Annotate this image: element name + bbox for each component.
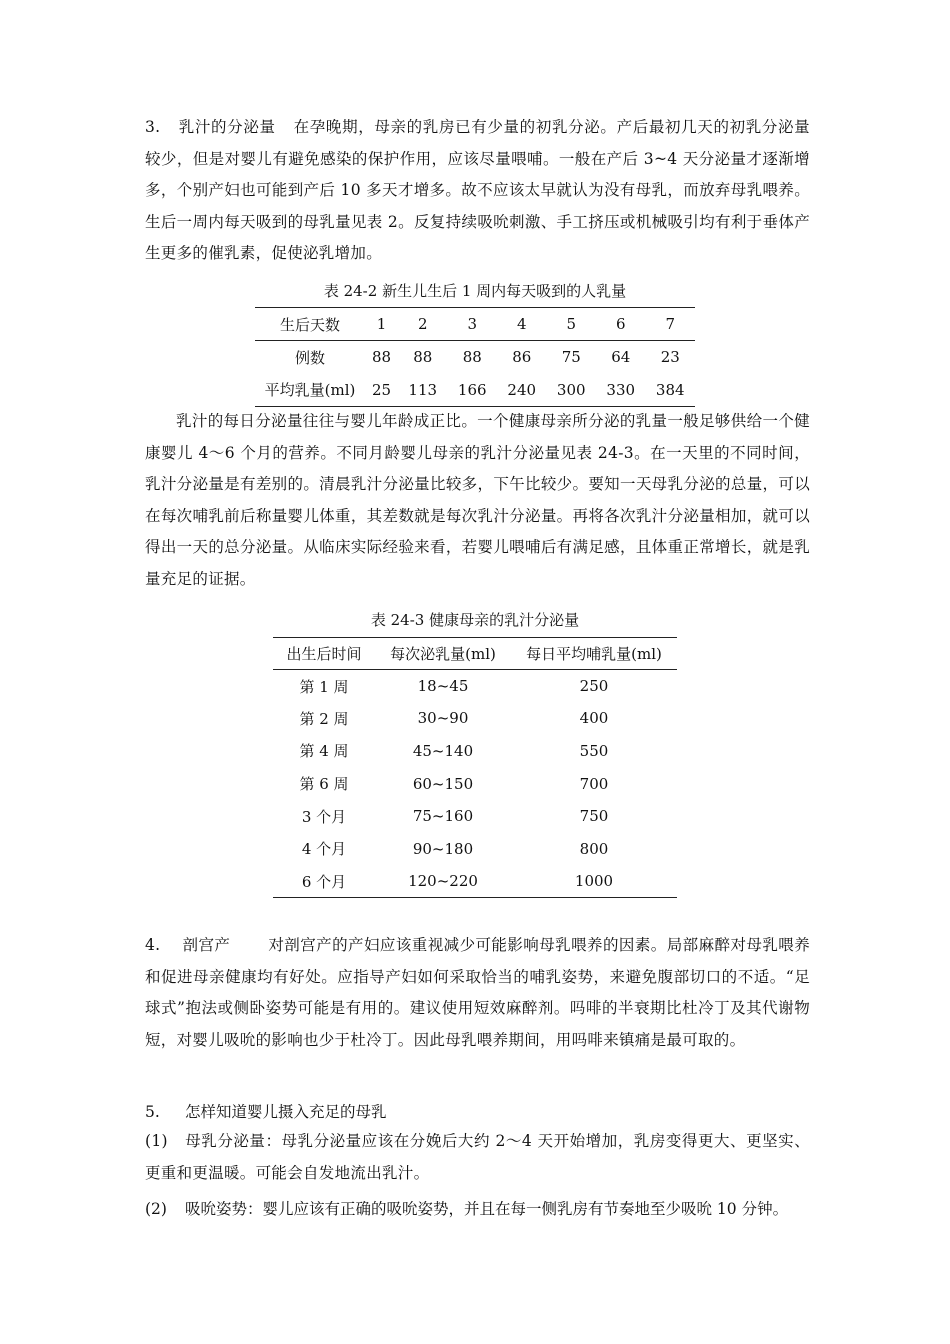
table-cell: 3 个月	[301, 807, 347, 826]
table-2-header-cell: 4	[516, 315, 527, 333]
table-cell: 330	[606, 380, 636, 399]
table-cell: 88	[413, 348, 433, 367]
section-3-text: 在孕晚期，母亲的乳房已有少量的初乳分泌。产后最初几天的初乳分泌量较少，但是对婴儿有避免感染的保护作用，应该尽量喂哺。一般在产后 3~4 天分泌量才逐渐增多，个别产妇也可能到产后 10 多天才增多。故不应该太早就认为没有母乳，而放弃母乳喂养。生后一周内每天吸到的母乳量见表 2。反复持续吸吮刺激、手工挤压或机械吸引均有利于垂体产生更多的催乳素，促使泌乳增加。	[145, 118, 810, 262]
section-5-item-1-number: (1)	[145, 1132, 168, 1150]
table-cell: 第 2 周	[299, 709, 349, 728]
table-2-caption: 表 24-2 新生儿生后 1 周内每天吸到的人乳量	[323, 282, 627, 300]
table-cell: 4 个月	[301, 840, 347, 859]
section-5-number: 5.	[145, 1103, 160, 1121]
table-cell: 88	[371, 348, 392, 367]
table-cell: 384	[655, 380, 685, 399]
table-cell: 第 4 周	[299, 742, 349, 761]
table-cell: 25	[371, 380, 392, 399]
table-2-header-cell: 7	[665, 315, 676, 333]
table-2-header-cell: 生后天数	[279, 315, 340, 334]
table-row	[273, 767, 677, 800]
table-cell: 120~220	[408, 872, 478, 891]
table-row	[255, 374, 695, 407]
table-row	[273, 865, 677, 898]
table-row	[273, 735, 677, 768]
table-cell: 550	[579, 741, 609, 760]
table-3-header-cell: 每次泌乳量(ml)	[390, 645, 496, 663]
table-2-header-cell: 1	[376, 315, 387, 333]
table-cell: 75~160	[412, 807, 474, 826]
section-4-text: 对剖宫产的产妇应该重视减少可能影响母乳喂养的因素。局部麻醉对母乳喂养和促进母亲健康均有好处。应指导产妇如何采取恰当的哺乳姿势，来避免腹部切口的不适。“足球式”抱法或侧卧姿势可能是有用的。建议使用短效麻醉剂。吗啡的半衰期比杜冷丁及其代谢物短，对婴儿吸吮的影响也少于杜冷丁。因此母乳喂养期间，用吗啡来镇痛是最可取的。	[145, 936, 811, 1049]
table-cell: 400	[579, 709, 609, 728]
section-4-heading: 剖宫产	[182, 936, 231, 954]
table-cell: 166	[457, 380, 487, 399]
table-3-header-cell: 出生后时间	[286, 645, 362, 663]
section-5-item-2	[145, 1197, 817, 1219]
table-cell: 例数	[294, 348, 325, 367]
middle-paragraph: 乳汁的每日分泌量往往与婴儿年龄成正比。一个健康母亲所分泌的乳量一般足够供给一个健康婴儿 4～6 个月的营养。不同月龄婴儿母亲的乳汁分泌量见表 24-3。在一天里的不同时间，乳汁分泌量是有差别的。清晨乳汁分泌量比较多，下午比较少。要知一天母乳分泌的总量，可以在每次哺乳前后称量婴儿体重，其差数就是每次乳汁分泌量。再将各次乳汁分泌量相加，就可以得出一天的总分泌量。从临床实际经验来看，若婴儿喂哺后有满足感，且体重正常增长，就是乳量充足的证据。	[145, 412, 810, 588]
table-cell: 250	[579, 677, 609, 696]
table-cell: 第 6 周	[299, 775, 349, 794]
table-cell: 6 个月	[301, 872, 347, 891]
table-row	[255, 341, 695, 374]
section-5-heading-line	[145, 1100, 815, 1122]
table-row	[273, 702, 677, 735]
table-cell: 300	[556, 380, 586, 399]
table-cell: 86	[512, 348, 532, 367]
table-cell: 90~180	[412, 839, 474, 858]
table-cell: 1000	[574, 872, 614, 891]
table-cell: 750	[579, 807, 609, 826]
section-4-number: 4.	[145, 936, 161, 954]
table-cell: 800	[579, 839, 609, 858]
table-cell: 113	[408, 380, 438, 399]
table-cell: 第 1 周	[299, 677, 349, 696]
table-cell: 64	[611, 348, 631, 367]
table-2-header-row	[255, 308, 695, 341]
table-cell: 23	[660, 348, 680, 367]
table-2-header-cell: 5	[566, 315, 577, 333]
table-cell: 88	[462, 348, 482, 367]
section-5-heading: 怎样知道婴儿摄入充足的母乳	[185, 1103, 387, 1121]
table-2-header-cell: 6	[615, 315, 626, 333]
table-cell: 240	[507, 380, 537, 399]
section-5-item-2-text: 吸吮姿势：婴儿应该有正确的吸吮姿势，并且在每一侧乳房有节奏地至少吸吮 10 分钟。	[185, 1200, 789, 1218]
table-2-header-cell: 2	[417, 315, 428, 333]
section-5-item-1-text: 母乳分泌量：母乳分泌量应该在分娩后大约 2～4 天开始增加，乳房变得更大、更坚实、更重和更温暖。可能会自发地流出乳汁。	[145, 1132, 810, 1182]
table-cell: 700	[579, 774, 609, 793]
section-5-item-1	[145, 1126, 810, 1189]
table-3-caption: 表 24-3 健康母亲的乳汁分泌量	[370, 611, 580, 629]
table-row	[273, 800, 677, 833]
table-cell: 18~45	[417, 677, 469, 696]
table-cell: 45~140	[412, 741, 474, 760]
table-cell: 平均乳量(ml)	[264, 381, 356, 400]
table-cell: 75	[561, 348, 581, 367]
section-5-item-2-number: (2)	[145, 1200, 167, 1218]
table-3-header-row	[273, 638, 677, 670]
table-2	[255, 307, 695, 407]
table-cell: 30~90	[417, 709, 469, 728]
table-3	[273, 637, 677, 898]
table-3-header-cell: 每日平均哺乳量(ml)	[526, 645, 662, 663]
table-row	[273, 832, 677, 865]
section-3-heading: 乳汁的分泌量	[178, 118, 276, 136]
section-4-paragraph	[145, 930, 810, 1056]
table-cell: 60~150	[412, 774, 474, 793]
section-3-paragraph	[145, 112, 810, 270]
section-3-number: 3.	[145, 118, 161, 136]
table-row	[273, 670, 677, 703]
table-2-header-cell: 3	[467, 315, 478, 333]
